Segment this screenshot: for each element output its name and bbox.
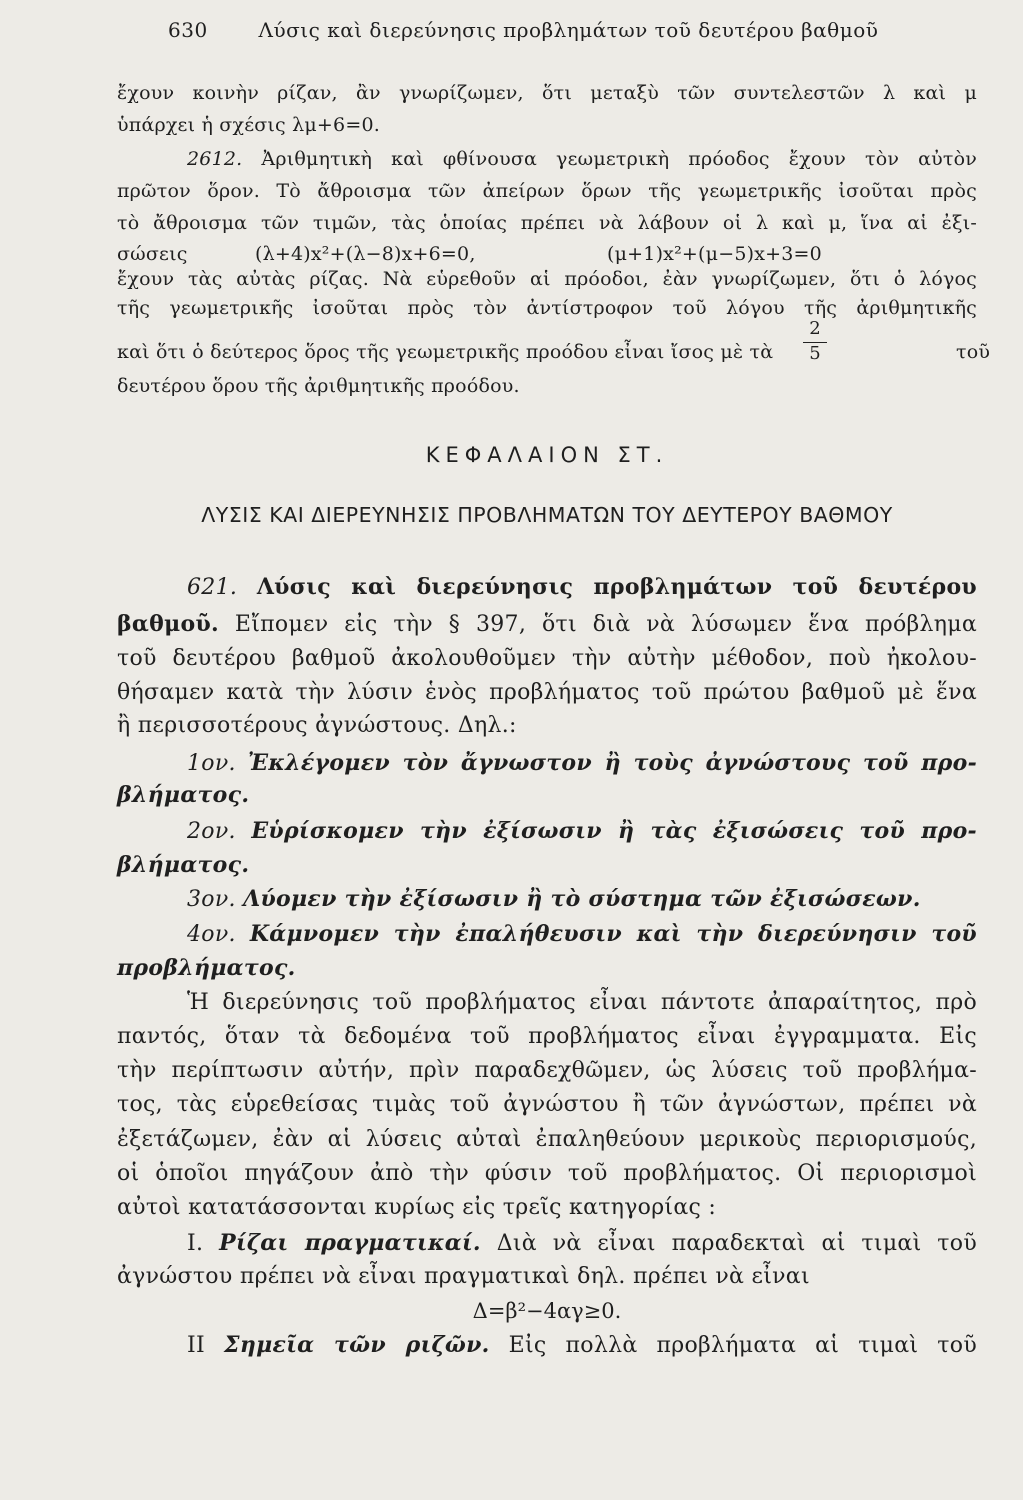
exercise-line-1 <box>117 146 977 172</box>
fraction-denominator: 5 <box>809 343 821 364</box>
section-line-3: τοῦ δευτέρου βαθμοῦ ἀκολουθοῦμεν τὴν αὐτὴν μέθοδον, ποὺ ἠκολου- <box>117 646 977 671</box>
exercise-line-5: ἔχουν τὰς αὐτὰς ρίζας. Νὰ εὑρεθοῦν αἱ πρόοδοι, ἐὰν γνωρίζωμεν, ὅτι ὁ λόγος <box>117 268 977 290</box>
step-1-continuation: βλήματος. <box>117 782 250 808</box>
section-line-2 <box>117 611 977 638</box>
exercise-text: Ἀριθμητικὴ καὶ φθίνουσα γεωμετρικὴ πρόοδος ἔχουν τὸν αὐτὸν <box>261 148 977 170</box>
step-2-number: 2ον. <box>187 819 236 844</box>
section-title-line-1 <box>117 574 977 601</box>
step-3-text: Λύομεν τὴν ἐξίσωσιν ἢ τὸ σύστημα τῶν ἐξισώσεων. <box>243 886 921 912</box>
discussion-line-2: παντός, ὅταν τὰ δεδομένα τοῦ προβλήματος εἶναι ἐγγραμματα. Εἰς <box>117 1024 977 1049</box>
discussion-line-3: τὴν περίπτωσιν αὐτήν, πρὶν παραδεχθῶμεν, ὡς λύσεις τοῦ προβλήμα- <box>117 1058 977 1083</box>
discussion-line-7: αὐτοὶ κατατάσσονται κυρίως εἰς τρεῖς κατηγορίας : <box>117 1195 717 1220</box>
step-1-text: Ἐκλέγομεν τὸν ἄγνωστον ἢ τοὺς ἀγνώστους τοῦ προ- <box>247 750 978 776</box>
exercise-line-4 <box>117 241 977 267</box>
exercise-word: σώσεις <box>117 243 188 265</box>
step-3 <box>117 886 977 913</box>
case-1-number: Ι. <box>187 1231 204 1256</box>
page-number: 630 <box>168 18 208 42</box>
exercise-line-7-after: τοῦ <box>956 341 991 363</box>
discussion-line-5: ἐξετάζωμεν, ἐὰν αἱ λύσεις αὐταὶ ἐπαληθεύουν μερικοὺς περιορισμούς, <box>117 1127 977 1152</box>
case-1-line-2: ἀγνώστου πρέπει νὰ εἶναι πραγματικαὶ δηλ. πρέπει νὰ εἶναι <box>117 1264 810 1289</box>
section-line-4: θήσαμεν κατὰ τὴν λύσιν ἑνὸς προβλήματος τοῦ πρώτου βαθμοῦ μὲ ἕνα <box>117 680 977 705</box>
step-4-continuation: προβλήματος. <box>117 955 296 981</box>
exercise-number: 2612. <box>187 148 243 170</box>
case-2-title: Σημεῖα τῶν ριζῶν. <box>223 1332 490 1358</box>
case-2 <box>117 1332 977 1359</box>
exercise-line-3: τὸ ἄθροισμα τῶν τιμῶν, τὰς ὁποίας πρέπει νὰ λάβουν οἱ λ καὶ μ, ἵνα αἱ ἐξι- <box>117 212 977 234</box>
discussion-line-6: οἱ ὁποῖοι πηγάζουν ἀπὸ τὴν φύσιν τοῦ προβλήματος. Οἱ περιορισμοὶ <box>117 1161 977 1186</box>
section-line-5: ἢ περισσοτέρους ἀγνώστους. Δηλ.: <box>117 713 517 738</box>
section-paragraph-start: Εἴπομεν εἰς τὴν § 397, ὅτι διὰ νὰ λύσωμεν ἕνα πρόβλημα <box>234 612 977 637</box>
equation-lambda: (λ+4)x²+(λ−8)x+6=0, <box>255 243 476 265</box>
step-1-number: 1ον. <box>187 751 236 776</box>
section-number: 621. <box>187 575 238 600</box>
case-1-text: Διὰ νὰ εἶναι παραδεκταὶ αἱ τιμαὶ τοῦ <box>496 1231 978 1256</box>
case-2-text: Εἰς πολλὰ προβλήματα αἱ τιμαὶ τοῦ <box>508 1333 977 1358</box>
intro-line-1: ἔχουν κοινὴν ρίζαν, ἂν γνωρίζωμεν, ὅτι μεταξὺ τῶν συντελεστῶν λ καὶ μ <box>117 82 977 104</box>
exercise-line-7 <box>117 339 991 365</box>
intro-line-2: ὑπάρχει ἡ σχέσις λμ+6=0. <box>117 114 380 136</box>
case-1 <box>117 1230 977 1257</box>
section-title: Λύσις καὶ διερεύνησις προβλημάτων τοῦ δευτέρου <box>256 574 977 600</box>
step-4-text: Κάμνομεν τὴν ἐπαλήθευσιν καὶ τὴν διερεύνησιν τοῦ <box>249 921 977 947</box>
exercise-line-6: τῆς γεωμετρικῆς ἰσοῦται πρὸς τὸν ἀντίστροφον τοῦ λόγου τῆς ἀριθμητικῆς <box>117 297 977 319</box>
step-4-number: 4ον. <box>187 922 236 947</box>
exercise-line-8: δευτέρου ὅρου τῆς ἀριθμητικῆς προόδου. <box>117 375 520 397</box>
page-header <box>168 18 878 42</box>
step-2 <box>117 818 977 845</box>
step-2-continuation: βλήματος. <box>117 852 250 878</box>
case-2-number: ΙΙ <box>187 1333 205 1358</box>
step-3-number: 3ον. <box>187 887 236 912</box>
step-2-text: Εὑρίσκομεν τὴν ἐξίσωσιν ἢ τὰς ἐξισώσεις τοῦ προ- <box>251 818 977 844</box>
discussion-line-1: Ἡ διερεύνησις τοῦ προβλήματος εἶναι πάντοτε ἀπαραίτητος, πρὸ <box>187 990 977 1015</box>
section-title-end: βαθμοῦ. <box>117 611 220 637</box>
running-title: Λύσις καὶ διερεύνησις προβλημάτων τοῦ δευτέρου βαθμοῦ <box>258 18 879 42</box>
equation-mu: (μ+1)x²+(μ−5)x+3=0 <box>607 243 822 265</box>
step-4 <box>117 921 977 948</box>
discriminant-equation: Δ=β²−4αγ≥0. <box>472 1299 622 1323</box>
case-1-title: Ρίζαι πραγματικαί. <box>219 1230 481 1256</box>
chapter-title: ΛΥΣΙΣ ΚΑΙ ΔΙΕΡΕΥΝΗΣΙΣ ΠΡΟΒΛΗΜΑΤΩΝ ΤΟΥ ΔΕΥΤΕΡΟΥ ΒΑΘΜΟΥ <box>201 503 893 527</box>
fraction-numerator: 2 <box>809 318 821 339</box>
step-1 <box>117 750 977 777</box>
chapter-label: ΚΕΦΑΛΑΙΟΝ ΣΤ. <box>425 443 669 467</box>
exercise-line-7-text: καὶ ὅτι ὁ δεύτερος ὅρος τῆς γεωμετρικῆς προόδου εἶναι ἴσος μὲ τὰ <box>117 341 774 363</box>
discussion-line-4: τος, τὰς εὑρεθείσας τιμὰς τοῦ ἀγνώστου ἢ τῶν ἀγνώστων, πρέπει νὰ <box>117 1092 977 1117</box>
exercise-line-2: πρῶτον ὅρον. Τὸ ἄθροισμα τῶν ἀπείρων ὅρων τῆς γεωμετρικῆς ἰσοῦται πρὸς <box>117 180 977 202</box>
